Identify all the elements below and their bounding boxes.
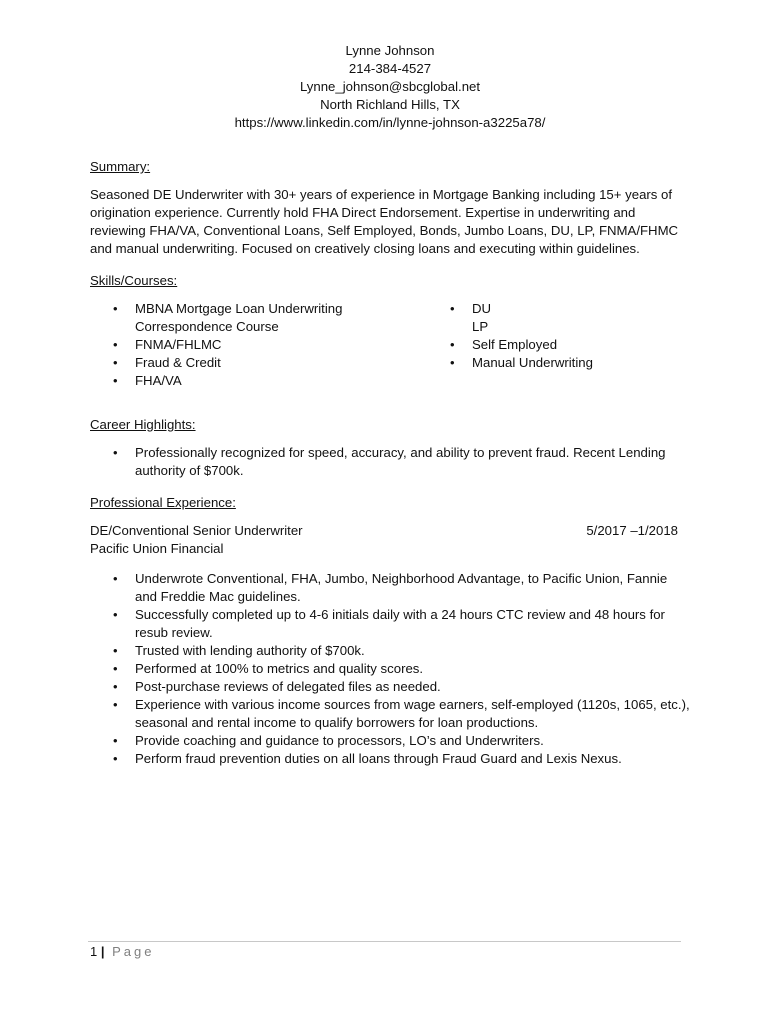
list-item: • Manual Underwriting: [427, 354, 690, 372]
resume-content: [90, 42, 690, 768]
candidate-name: Lynne Johnson: [345, 43, 435, 58]
list-item: • Experience with various income sources from wage earners, self-employed (1120s, 1065, etc.), seasonal and rental income to qualify borrowers for loan productions.: [90, 696, 690, 732]
linkedin-url[interactable]: https://www.linkedin.com/in/lynne-johnson-a3225a78/: [234, 115, 546, 130]
experience-heading: Professional Experience:: [90, 495, 236, 510]
list-item: LP: [472, 319, 489, 334]
list-item: • Fraud & Credit: [90, 354, 427, 372]
email-address[interactable]: Lynne_johnson@sbcglobal.net: [299, 79, 481, 94]
summary-heading: Summary:: [90, 159, 151, 174]
highlights-heading: Career Highlights:: [90, 417, 196, 432]
footer-divider: [88, 941, 681, 942]
location: North Richland Hills, TX: [320, 97, 460, 112]
phone-number: 214-384-4527: [348, 61, 432, 76]
page-footer: [90, 943, 155, 961]
list-item: • DU: [427, 300, 690, 318]
job-title: DE/Conventional Senior Underwriter: [90, 523, 303, 538]
list-item: • Trusted with lending authority of $700k.: [90, 642, 690, 660]
list-item: • FHA/VA: [90, 372, 427, 390]
list-item: • Self Employed: [427, 336, 690, 354]
list-item: • Underwrote Conventional, FHA, Jumbo, Neighborhood Advantage, to Pacific Union, Fannie and Freddie Mac guidelines.: [90, 570, 690, 606]
skills-column-1: [90, 300, 427, 390]
list-item: • Successfully completed up to 4-6 initials daily with a 24 hours CTC review and 48 hours for resub review.: [90, 606, 690, 642]
page-label: Page: [112, 944, 155, 959]
list-item: • FNMA/FHLMC: [90, 336, 427, 354]
skills-column-2: [427, 300, 690, 390]
summary-text: Seasoned DE Underwriter with 30+ years of experience in Mortgage Banking including 15+ years of origination experience. Currently hold FHA Direct Endorsement. Expertise in underwriting and reviewing FHA/VA, Conventional Loans, Self Employed, Bonds, Jumbo Loans, DU, LP, FNMA/FHMC and manual underwriting. Focused on creatively closing loans and executing within guidelines.: [90, 187, 679, 256]
list-item: • Provide coaching and guidance to processors, LO’s and Underwriters.: [90, 732, 690, 750]
list-item: • Professionally recognized for speed, accuracy, and ability to prevent fraud. Recent Lending authority of $700k.: [90, 444, 690, 480]
list-item: • MBNA Mortgage Loan Underwriting Correspondence Course: [90, 300, 427, 336]
skills-heading: Skills/Courses:: [90, 273, 178, 288]
job-header: [90, 522, 690, 540]
job-dates: 5/2017 –1/2018: [586, 523, 678, 538]
company-name: Pacific Union Financial: [90, 541, 224, 556]
list-item: • Perform fraud prevention duties on all loans through Fraud Guard and Lexis Nexus.: [90, 750, 690, 768]
list-item: • Post-purchase reviews of delegated files as needed.: [90, 678, 690, 696]
footer-separator: |: [100, 944, 105, 959]
job-bullets: [90, 570, 690, 768]
highlights-list: [90, 444, 690, 480]
list-item: • Performed at 100% to metrics and quality scores.: [90, 660, 690, 678]
page-number: 1: [90, 944, 98, 959]
skills-list: [90, 300, 690, 390]
contact-header: [90, 42, 690, 132]
